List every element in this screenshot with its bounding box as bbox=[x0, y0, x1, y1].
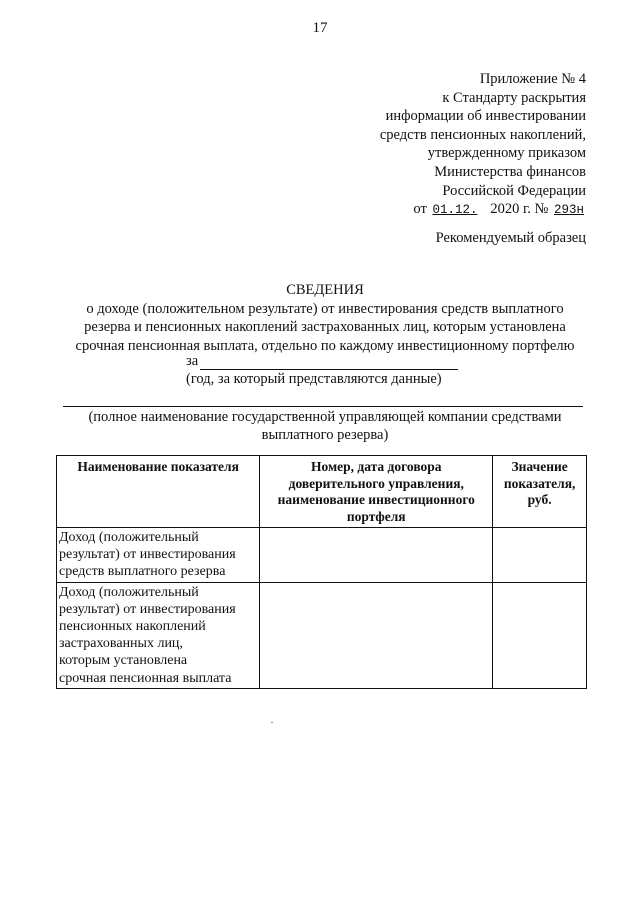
document-title bbox=[40, 281, 610, 355]
row-label-line: срочная пенсионная выплата bbox=[59, 670, 232, 686]
header-value: Значение показателя, руб. bbox=[493, 456, 587, 528]
row-label-line: результат) от инвестирования bbox=[59, 547, 236, 563]
appendix-line: к Стандарту раскрытия bbox=[442, 89, 586, 106]
header-contract: Номер, дата договора доверительного управления, наименование инвестиционного портфеля bbox=[260, 456, 493, 528]
title-line: срочная пенсионная выплата, отдельно по каждому инвестиционному портфелю bbox=[75, 337, 575, 354]
row-label-line: результат) от инвестирования bbox=[59, 601, 236, 617]
title-line: о доходе (положительном результате) от инвестирования средств выплатного bbox=[86, 300, 564, 317]
row-label bbox=[57, 582, 260, 688]
table-row bbox=[57, 528, 587, 583]
value-cell bbox=[493, 582, 587, 688]
scan-speck bbox=[271, 722, 273, 723]
company-caption bbox=[40, 409, 610, 444]
order-number: 293н bbox=[553, 203, 584, 218]
period-field bbox=[186, 353, 458, 370]
appendix-line: средств пенсионных накоплений, bbox=[379, 126, 586, 143]
recommended-sample-label: Рекомендуемый образец bbox=[435, 230, 586, 246]
period-caption: (год, за который представляются данные) bbox=[186, 371, 442, 387]
period-blank-line bbox=[200, 355, 458, 370]
row-label-line: средств выплатного резерва bbox=[59, 564, 226, 580]
header-indicator-name: Наименование показателя bbox=[57, 456, 260, 528]
contract-cell bbox=[260, 582, 493, 688]
row-label-line: Доход (положительный bbox=[59, 530, 199, 545]
indicators-table bbox=[56, 455, 587, 689]
contract-cell bbox=[260, 528, 493, 583]
row-label-line: Доход (положительный bbox=[59, 584, 199, 600]
appendix-line: Министерства финансов bbox=[434, 163, 586, 180]
date-prefix: от bbox=[413, 201, 427, 218]
table-row bbox=[57, 582, 587, 688]
order-year: 2020 г. № bbox=[490, 201, 549, 218]
table-header-row bbox=[57, 456, 587, 528]
row-label-line: пенсионных накоплений bbox=[59, 619, 206, 635]
appendix-line: Российской Федерации bbox=[442, 182, 586, 199]
company-caption-line: (полное наименование государственной управляющей компании средствами bbox=[88, 409, 562, 425]
appendix-block bbox=[286, 70, 586, 220]
appendix-line: Приложение № 4 bbox=[479, 71, 586, 87]
row-label-line: застрахованных лиц, bbox=[59, 636, 183, 652]
row-label bbox=[57, 528, 260, 583]
period-prefix: за bbox=[186, 353, 199, 369]
value-cell bbox=[493, 528, 587, 583]
appendix-line: утвержденному приказом bbox=[427, 145, 586, 162]
order-date-line bbox=[286, 200, 586, 220]
company-caption-line: выплатного резерва) bbox=[261, 426, 389, 443]
company-name-blank-line bbox=[63, 406, 583, 407]
row-label-line: которым установлена bbox=[59, 653, 188, 669]
page-number: 17 bbox=[312, 20, 328, 36]
order-date: 01.12. bbox=[432, 203, 478, 218]
title-heading: СВЕДЕНИЯ bbox=[286, 282, 364, 298]
title-line: резерва и пенсионных накоплений застрахованных лиц, которым установлена bbox=[84, 319, 566, 335]
appendix-line: информации об инвестировании bbox=[385, 108, 586, 125]
